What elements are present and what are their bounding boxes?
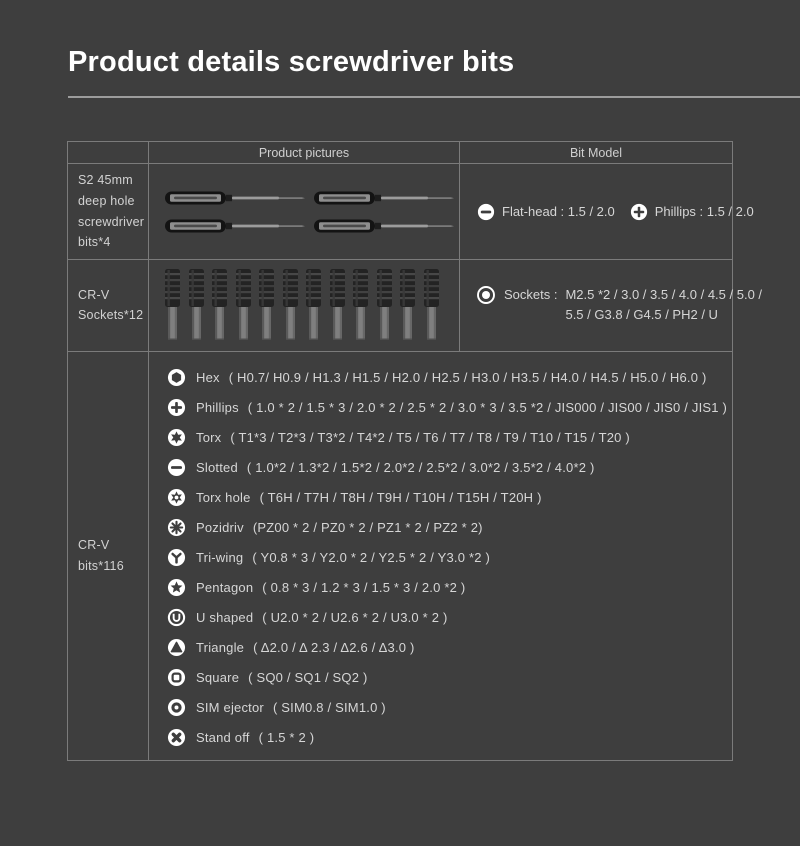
bit-type-name: Phillips: [196, 400, 239, 416]
bit-type-sizes: ( U2.0 * 2 / U2.6 * 2 / U3.0 * 2 ): [262, 610, 448, 626]
bit-type-name: Square: [196, 670, 240, 686]
bit-type-sizes: ( T1*3 / T2*3 / T3*2 / T4*2 / T5 / T6 / T7 / T8 / T9 / T10 / T15 / T20 ): [230, 430, 630, 446]
bit-type-row: [167, 393, 732, 423]
socket-picture: [281, 269, 300, 341]
table-row-sockets: [68, 259, 733, 351]
bit-type-name: Stand off: [196, 730, 250, 746]
socket-picture: [398, 269, 417, 341]
pozidriv-icon: [167, 518, 186, 537]
bit-type-name: U shaped: [196, 610, 254, 626]
product-details-page: [0, 46, 800, 761]
header-product-pictures: Product pictures: [149, 142, 460, 164]
product-details-table: [67, 141, 763, 761]
square-icon: [167, 668, 186, 687]
row-label-sockets: CR-V Sockets*12: [68, 259, 149, 351]
socket-icon: [476, 285, 496, 305]
socket-picture: [210, 269, 229, 341]
bit-type-name: Hex: [196, 370, 220, 386]
bit-type-list: [149, 352, 732, 760]
bit-type-name: Pentagon: [196, 580, 254, 596]
stand-off-icon: [167, 728, 186, 747]
table-row-screwdriver-bits: [68, 164, 733, 260]
table-header-row: [68, 142, 733, 164]
phillips-icon: [167, 398, 186, 417]
slotted-icon: [167, 458, 186, 477]
bit-type-row: [167, 453, 732, 483]
cell-sockets-pictures: [149, 259, 460, 351]
bit-model-phillips: [630, 203, 754, 221]
bit-type-sizes: ( SQ0 / SQ1 / SQ2 ): [248, 670, 368, 686]
sim-ejector-icon: [167, 698, 186, 717]
header-bit-model: Bit Model: [460, 142, 733, 164]
bit-model-text: Flat-head : 1.5 / 2.0: [502, 204, 615, 220]
bit-type-name: Tri-wing: [196, 550, 244, 566]
bit-type-name: Pozidriv: [196, 520, 244, 536]
phillips-icon: [630, 203, 648, 221]
sockets-image: [149, 269, 459, 341]
bit-type-sizes: ( H0.7/ H0.9 / H1.3 / H1.5 / H2.0 / H2.5 / H3.0 / H3.5 / H4.0 / H4.5 / H5.0 / H6.0 ): [228, 370, 707, 386]
bit-type-sizes: ( 1.0*2 / 1.3*2 / 1.5*2 / 2.0*2 / 2.5*2 / 3.0*2 / 3.5*2 / 4.0*2 ): [246, 460, 595, 476]
socket-picture: [422, 269, 441, 341]
bit-type-name: Torx: [196, 430, 222, 446]
bit-type-row: [167, 363, 732, 393]
bit-type-row: [167, 603, 732, 633]
socket-picture: [304, 269, 323, 341]
bit-type-sizes: (PZ00 * 2 / PZ0 * 2 / PZ1 * 2 / PZ2 * 2): [252, 520, 483, 536]
bit-model-text: Phillips : 1.5 / 2.0: [654, 204, 754, 220]
bit-model-flat-head: [477, 203, 615, 221]
socket-picture: [375, 269, 394, 341]
torx-icon: [167, 428, 186, 447]
socket-picture: [163, 269, 182, 341]
cell-screwdriver-bits-pictures: [149, 164, 460, 260]
screwdriver-bit-picture: [314, 216, 454, 236]
screwdriver-bits-image: [149, 188, 459, 236]
bit-type-sizes: ( T6H / T7H / T8H / T9H / T10H / T15H / T20H ): [259, 490, 542, 506]
sockets-sizes-line2: 5.5 / G3.8 / G4.5 / PH2 / U: [565, 307, 718, 323]
torx-hole-icon: [167, 488, 186, 507]
socket-picture: [187, 269, 206, 341]
socket-picture: [257, 269, 276, 341]
cell-bit-types: [149, 351, 733, 760]
sockets-sizes-line1: M2.5 *2 / 3.0 / 3.5 / 4.0 / 4.5 / 5.0 /: [565, 287, 763, 303]
bit-type-sizes: ( SIM0.8 / SIM1.0 ): [272, 700, 386, 716]
bit-type-name: Triangle: [196, 640, 245, 656]
flat-head-icon: [477, 203, 495, 221]
bit-type-name: SIM ejector: [196, 700, 264, 716]
triangle-icon: [167, 638, 186, 657]
row-label-screwdriver-bits: S2 45mm deep hole screwdriver bits*4: [68, 164, 149, 260]
cell-screwdriver-bits-models: [460, 164, 754, 260]
bit-type-row: [167, 663, 732, 693]
pentagon-icon: [167, 578, 186, 597]
hex-icon: [167, 368, 186, 387]
cell-sockets-models: [460, 259, 763, 351]
screwdriver-bit-picture: [165, 216, 305, 236]
bit-type-sizes: ( 0.8 * 3 / 1.2 * 3 / 1.5 * 3 / 2.0 *2 ): [262, 580, 466, 596]
u-shaped-icon: [167, 608, 186, 627]
row-label-crv-bits: CR-V bits*116: [68, 351, 149, 760]
bit-type-name: Slotted: [196, 460, 238, 476]
sockets-model-sizes: [565, 285, 762, 325]
bit-type-row: [167, 423, 732, 453]
bit-type-row: [167, 573, 732, 603]
screwdriver-bit-picture: [314, 188, 454, 208]
screwdriver-bit-picture: [165, 188, 305, 208]
tri-wing-icon: [167, 548, 186, 567]
bit-type-sizes: ( Y0.8 * 3 / Y2.0 * 2 / Y2.5 * 2 / Y3.0 *2 ): [252, 550, 491, 566]
bit-type-row: [167, 633, 732, 663]
title-divider: [68, 96, 800, 98]
bit-type-name: Torx hole: [196, 490, 251, 506]
bit-type-sizes: ( 1.5 * 2 ): [258, 730, 315, 746]
bit-type-row: [167, 693, 732, 723]
bit-type-row: [167, 513, 732, 543]
socket-picture: [351, 269, 370, 341]
socket-picture: [328, 269, 347, 341]
sockets-model-name: Sockets :: [504, 287, 558, 303]
bit-type-sizes: ( Δ2.0 / Δ 2.3 / Δ2.6 / Δ3.0 ): [253, 640, 415, 656]
bit-type-row: [167, 543, 732, 573]
page-title: Product details screwdriver bits: [68, 46, 515, 78]
bit-type-row: [167, 483, 732, 513]
sockets-model: [460, 285, 763, 325]
table-row-crv-bits: [68, 351, 733, 760]
bit-type-sizes: ( 1.0 * 2 / 1.5 * 3 / 2.0 * 2 / 2.5 * 2 / 3.0 * 3 / 3.5 *2 / JIS000 / JIS00 / JIS0 / JIS1 ): [247, 400, 728, 416]
header-cell-empty: [68, 142, 149, 164]
bit-type-row: [167, 723, 732, 753]
socket-picture: [234, 269, 253, 341]
